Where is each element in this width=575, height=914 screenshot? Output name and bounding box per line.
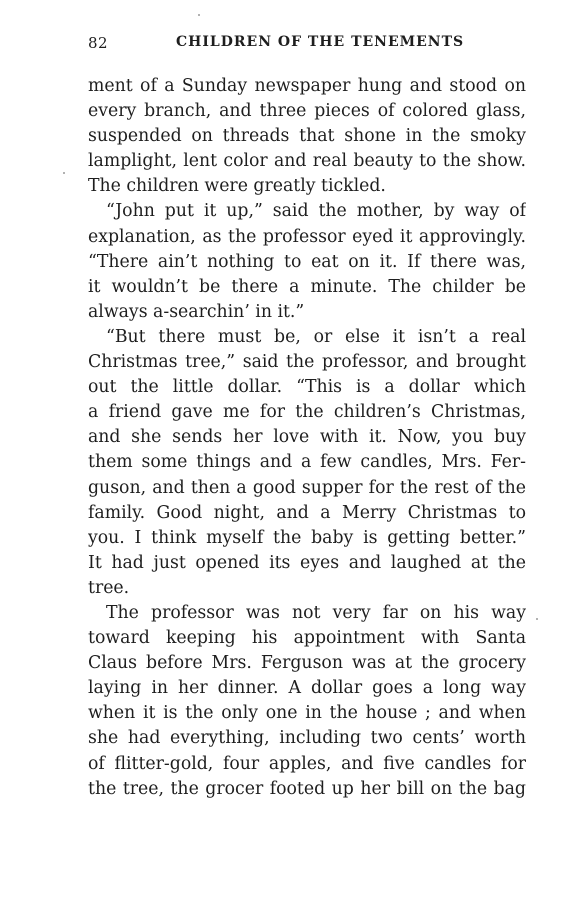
text-line: ment of a Sunday newspaper hung and stood on [88, 76, 526, 96]
text-line: laying in her dinner. A dollar goes a long way [88, 678, 526, 699]
text-line: guson, and then a good supper for the rest of the [88, 477, 526, 498]
text-line: It had just opened its eyes and laughed at the [88, 552, 526, 573]
text-line: out the little dollar. “This is a dollar which [88, 377, 526, 398]
running-head: CHILDREN OF THE TENEMENTS [176, 34, 465, 50]
text-line: “There ain’t nothing to eat on it. If there was, [88, 251, 526, 272]
text-line: of flitter-gold, four apples, and five candles for [88, 753, 526, 774]
text-line: suspended on threads that shone in the smoky [88, 126, 526, 147]
text-line: a friend gave me for the children’s Christmas, [88, 402, 526, 423]
text-line: family. Good night, and a Merry Christmas to [88, 502, 526, 523]
text-line: them some things and a few candles, Mrs. Fer- [88, 452, 526, 473]
text-line: “But there must be, or else it isn’t a real [106, 326, 526, 347]
text-line: Christmas tree,” said the professor, and brought [88, 352, 526, 373]
text-line: she had everything, including two cents’ worth [88, 728, 526, 749]
text-line: you. I think myself the baby is getting better.” [88, 527, 526, 548]
text-line: every branch, and three pieces of colored glass, [88, 101, 526, 122]
text-line: always a-searchin’ in it.” [88, 301, 305, 322]
paper-speck [63, 172, 65, 174]
text-line: toward keeping his appointment with Santa [88, 628, 526, 649]
text-line: when it is the only one in the house ; and when [88, 703, 526, 724]
text-line: “John put it up,” said the mother, by way of [106, 201, 526, 222]
text-line: and she sends her love with it. Now, you buy [88, 427, 526, 448]
text-line: The professor was not very far on his way [106, 602, 526, 623]
text-line: tree. [88, 577, 130, 598]
text-line: explanation, as the professor eyed it approvingly. [88, 226, 526, 247]
page-header [88, 34, 526, 56]
text-line: lamplight, lent color and real beauty to the show. [88, 151, 526, 172]
page-number: 82 [88, 34, 109, 52]
text-line: The children were greatly tickled. [88, 176, 386, 197]
text-line: it wouldn’t be there a minute. The childer be [88, 276, 526, 297]
text-line: Claus before Mrs. Ferguson was at the grocery [88, 653, 526, 674]
text-line: the tree, the grocer footed up her bill on the bag [88, 778, 526, 799]
paper-speck [198, 14, 200, 16]
body-text [88, 74, 526, 802]
paper-speck [536, 618, 538, 620]
